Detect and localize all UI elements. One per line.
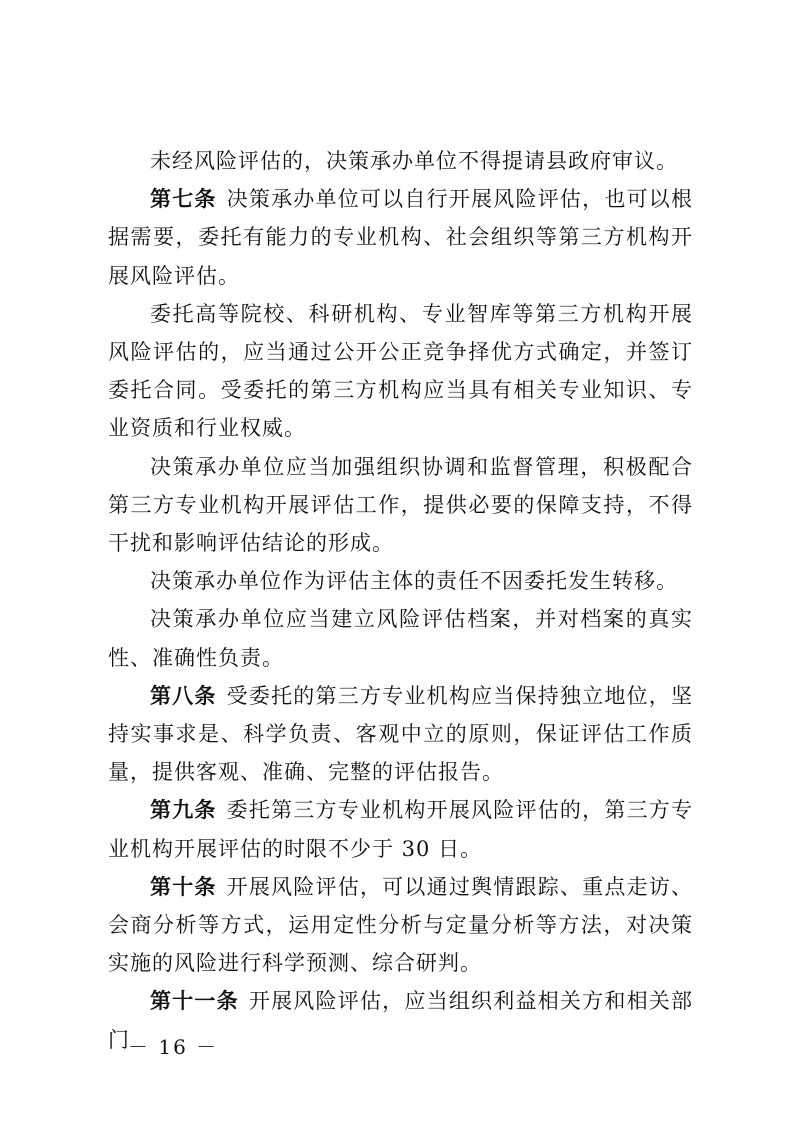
article-heading: 第十条 bbox=[150, 873, 217, 899]
paragraph-text: 委托高等院校、科研机构、专业智库等第三方机构开展风险评估的，应当通过公开公正竞争择优方式确定，并签订委托合同。受委托的第三方机构应当具有相关专业知识、专业资质和行业权威。 bbox=[108, 301, 693, 441]
paragraph-text: 决策承办单位应当建立风险评估档案，并对档案的真实性、准确性负责。 bbox=[108, 607, 693, 670]
page-number: － 16 － bbox=[128, 1035, 219, 1059]
paragraph-text: 决策承办单位可以自行开展风险评估，也可以根据需要，委托有能力的专业机构、社会组织等第三方机构开展风险评估。 bbox=[108, 187, 694, 288]
article-heading: 第十一条 bbox=[150, 988, 239, 1014]
article-heading: 第九条 bbox=[150, 797, 217, 823]
paragraph-3 bbox=[108, 295, 693, 448]
paragraph-4 bbox=[108, 448, 693, 563]
paragraph-text: 受委托的第三方专业机构应当保持独立地位，坚持实事求是、科学负责、客观中立的原则，保证评估工作质量，提供客观、准确、完整的评估报告。 bbox=[108, 683, 694, 785]
paragraph-5 bbox=[108, 562, 693, 600]
paragraph-text: 委托第三方专业机构开展风险评估的，第三方专业机构开展评估的时限不少于 30 日。 bbox=[108, 798, 694, 861]
paragraph-text: 决策承办单位应当加强组织协调和监督管理，积极配合第三方专业机构开展评估工作，提供必要的保障支持，不得干扰和影响评估结论的形成。 bbox=[108, 454, 693, 556]
paragraph-1 bbox=[108, 142, 693, 180]
paragraph-text: 决策承办单位作为评估主体的责任不因委托发生转移。 bbox=[150, 569, 678, 594]
paragraph-2 bbox=[108, 180, 693, 295]
paragraph-7 bbox=[108, 677, 693, 792]
paragraph-text: 开展风险评估，可以通过舆情跟踪、重点走访、会商分析等方式，运用定性分析与定量分析等方法，对决策实施的风险进行科学预测、综合研判。 bbox=[108, 874, 694, 976]
article-heading: 第八条 bbox=[150, 682, 217, 708]
paragraph-text: 开展风险评估，应当组织利益相关方和相关部门 bbox=[108, 989, 694, 1052]
paragraph-6 bbox=[108, 600, 693, 676]
paragraph-8 bbox=[108, 791, 693, 867]
paragraph-text: 未经风险评估的，决策承办单位不得提请县政府审议。 bbox=[150, 149, 678, 173]
document-body bbox=[108, 142, 693, 1059]
paragraph-9 bbox=[108, 868, 693, 983]
article-heading: 第七条 bbox=[150, 186, 217, 212]
